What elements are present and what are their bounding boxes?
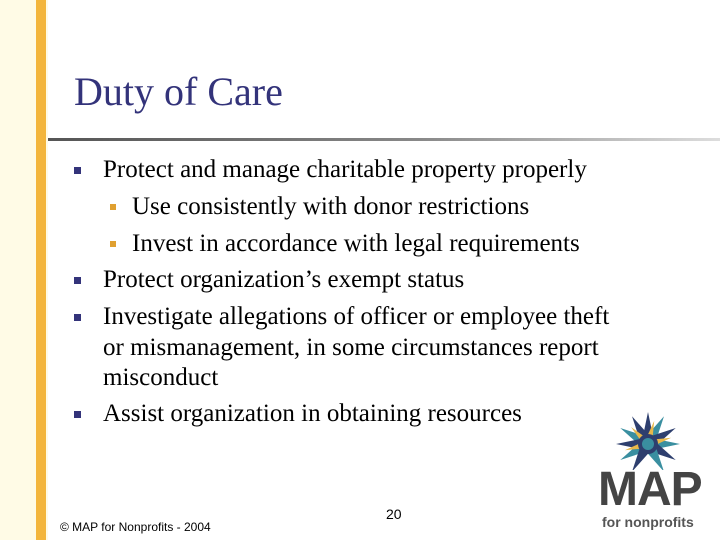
page-number: 20 [386,506,402,522]
bullet-marker [74,277,81,284]
bullet-text: Protect and manage charitable property properly [103,156,587,183]
logo-wordmark: MAP [598,463,702,516]
sub-bullet-text: Invest in accordance with legal requirements [132,230,580,257]
bullet-text-line: or mismanagement, in some circumstances report [103,334,599,361]
bullet-text-line: Investigate allegations of officer or employee theft [103,303,610,330]
logo-tagline: for nonprofits [602,514,694,530]
bullet-text-line: misconduct [103,364,219,391]
sub-bullet-marker [110,204,116,210]
bullet-marker [74,411,81,418]
bullet-text: Protect organization’s exempt status [103,266,465,293]
copyright-notice: © MAP for Nonprofits - 2004 [60,520,211,534]
sub-bullet-marker [110,241,116,247]
sub-bullet-text: Use consistently with donor restrictions [132,193,530,220]
map-logo [590,410,718,538]
bullet-marker [74,314,81,321]
slide-title: Duty of Care [74,69,283,114]
bullet-text: Assist organization in obtaining resources [103,400,522,427]
compass-star-icon [590,410,718,470]
bullet-marker [74,167,81,174]
